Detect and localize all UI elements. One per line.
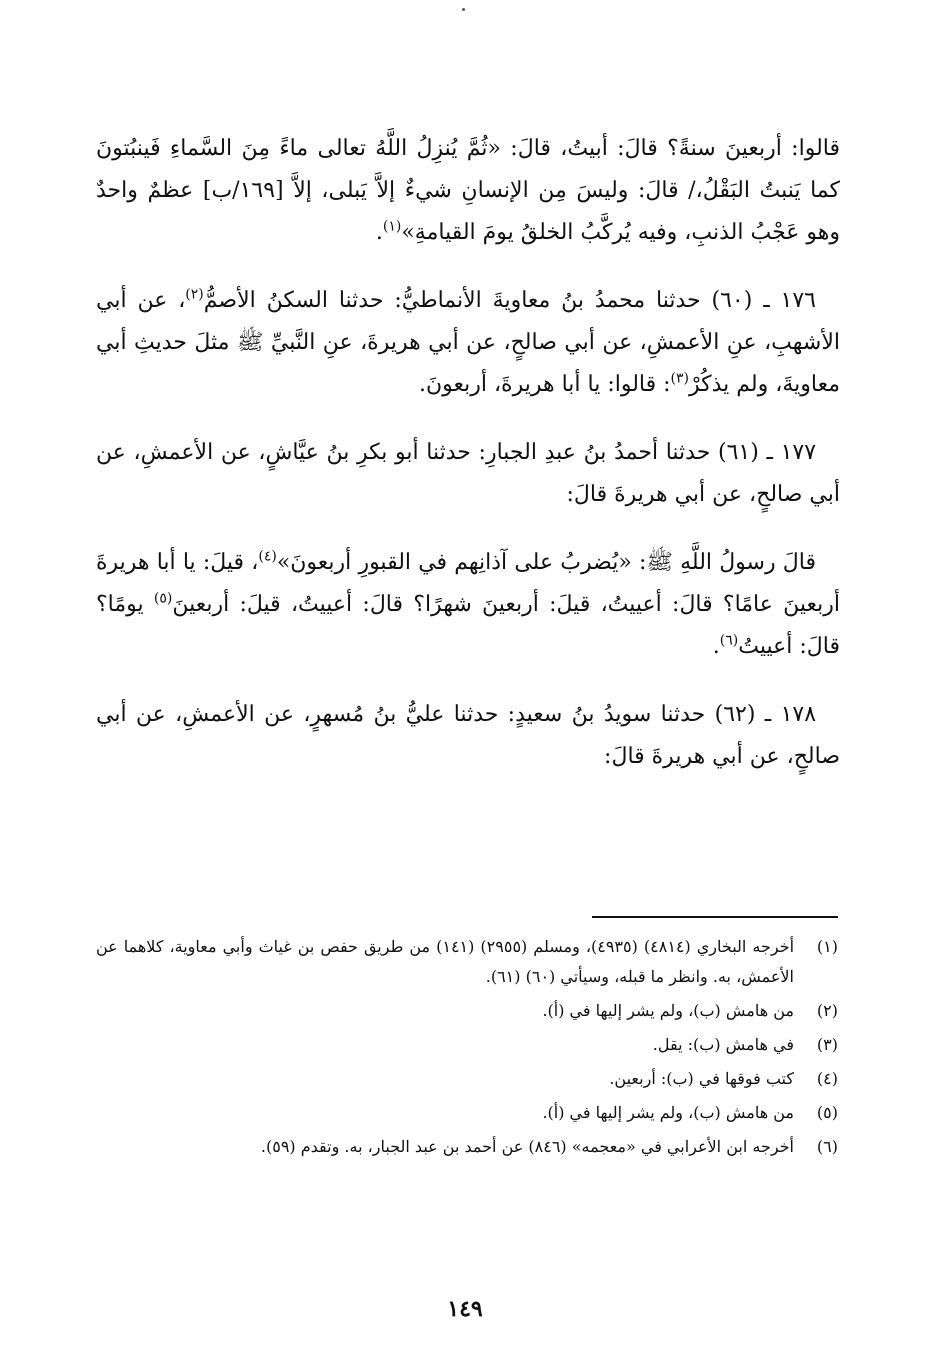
footnote-ref: (٤)	[258, 548, 277, 565]
paragraph-text: ، عن أبي الأشهبِ، عنِ الأعمشِ، عن أبي صالحٍ، عن أبي هريرةَ، عنِ النَّبيِّ ﷺ مثلَ حديثِ أبي معاويةَ، ولم يذكُرْ	[96, 288, 840, 397]
footnote-ref: (٦)	[719, 632, 739, 649]
footnote-6	[96, 1132, 838, 1162]
footnote-1	[96, 932, 838, 992]
hadith-177	[96, 432, 840, 516]
footnotes	[96, 932, 838, 1166]
paragraph-text: ، قيلَ: يا أبا هريرةَ أربعينَ عامًا؟ قالَ: أعييتُ، قيلَ: أربعينَ شهرًا؟ قالَ: أعييتُ، قيلَ: أربعينَ	[96, 550, 840, 617]
footnote-text: من هامش (ب)، ولم يشر إليها في (أ).	[542, 1001, 794, 1020]
paragraph-continuation	[96, 128, 840, 254]
footnote-4	[96, 1064, 838, 1094]
paragraph-text-end: .	[712, 634, 720, 659]
footnote-ref: (١)	[382, 218, 402, 235]
scan-mark	[462, 8, 465, 11]
footnote-divider	[592, 916, 838, 918]
paragraph-text-end: .	[375, 220, 383, 245]
footnote-number: (٦)	[816, 1137, 838, 1156]
footnote-ref: (٥)	[153, 590, 173, 607]
footnote-number: (٣)	[816, 1035, 838, 1054]
footnote-3	[96, 1030, 838, 1060]
main-text	[96, 128, 840, 804]
hadith-177-matn	[96, 542, 840, 668]
footnote-number: (١)	[816, 937, 838, 956]
paragraph-text: ١٧٨ ـ (٦٢) حدثنا سويدُ بنُ سعيدٍ: حدثنا عليُّ بنُ مُسهرٍ، عن الأعمشِ، عن أبي صالحٍ، عن أبي هريرةَ قالَ:	[96, 702, 840, 769]
page-number: ١٤٩	[447, 1296, 483, 1322]
paragraph-text: ١٧٦ ـ (٦٠) حدثنا محمدُ بنُ معاويةَ الأنماطيُّ: حدثنا السكنُ الأصمُّ	[203, 288, 816, 313]
footnote-ref: (٣)	[670, 370, 690, 387]
paragraph-text: : قالوا: يا أبا هريرةَ، أربعونَ.	[418, 372, 671, 397]
footnote-number: (٢)	[816, 1001, 838, 1020]
hadith-178	[96, 694, 840, 778]
paragraph-text: يومًا؟ قالَ: أعييتُ	[96, 592, 840, 659]
footnote-number: (٥)	[816, 1103, 838, 1122]
footnote-text: أخرجه ابن الأعرابي في «معجمه» (٨٤٦) عن أحمد بن عبد الجبار، به. وتقدم (٥٩).	[260, 1137, 794, 1156]
paragraph-text: ١٧٧ ـ (٦١) حدثنا أحمدُ بنُ عبدِ الجبارِ: حدثنا أبو بكرِ بنُ عيَّاشٍ، عن الأعمشِ، عن أبي صالحٍ، عن أبي هريرةَ قالَ:	[96, 440, 840, 507]
footnote-text: في هامش (ب): يقل.	[652, 1035, 794, 1054]
footnote-2	[96, 996, 838, 1026]
paragraph-text: قالوا: أربعينَ سنةً؟ قالَ: أبيتُ، قالَ: «ثُمَّ يُنزِلُ اللَّهُ تعالى ماءً مِنَ السَّماءِ فَينبُتونَ كما يَنبتُ البَقْلُ،/ قالَ: وليسَ مِن الإنسانِ شيءٌ إلاَّ يَبلى، إلاَّ [١٦٩/ب] عظمٌ واحدٌ وهو عَجْبُ الذنبِ، وفيه يُركَّبُ الخلقُ يومَ القيامةِ»	[96, 136, 840, 245]
footnote-ref: (٢)	[185, 286, 204, 303]
footnote-text: من هامش (ب)، ولم يشر إليها في (أ).	[542, 1103, 794, 1122]
paragraph-text: قالَ رسولُ اللَّهِ ﷺ: «يُضربُ على آذانِهم في القبورِ أربعونَ»	[276, 550, 816, 575]
footnote-5	[96, 1098, 838, 1128]
footnote-number: (٤)	[816, 1069, 838, 1088]
footnote-text: كتب فوقها في (ب): أربعين.	[609, 1069, 794, 1088]
footnote-text: أخرجه البخاري (٤٨١٤) (٤٩٣٥)، ومسلم (٢٩٥٥) (١٤١) من طريق حفص بن غياث وأبي معاوية، كلاهما عن الأعمش، به. وانظر ما قبله، وسيأتي (٦٠) (٦١).	[96, 937, 795, 986]
hadith-176	[96, 280, 840, 406]
